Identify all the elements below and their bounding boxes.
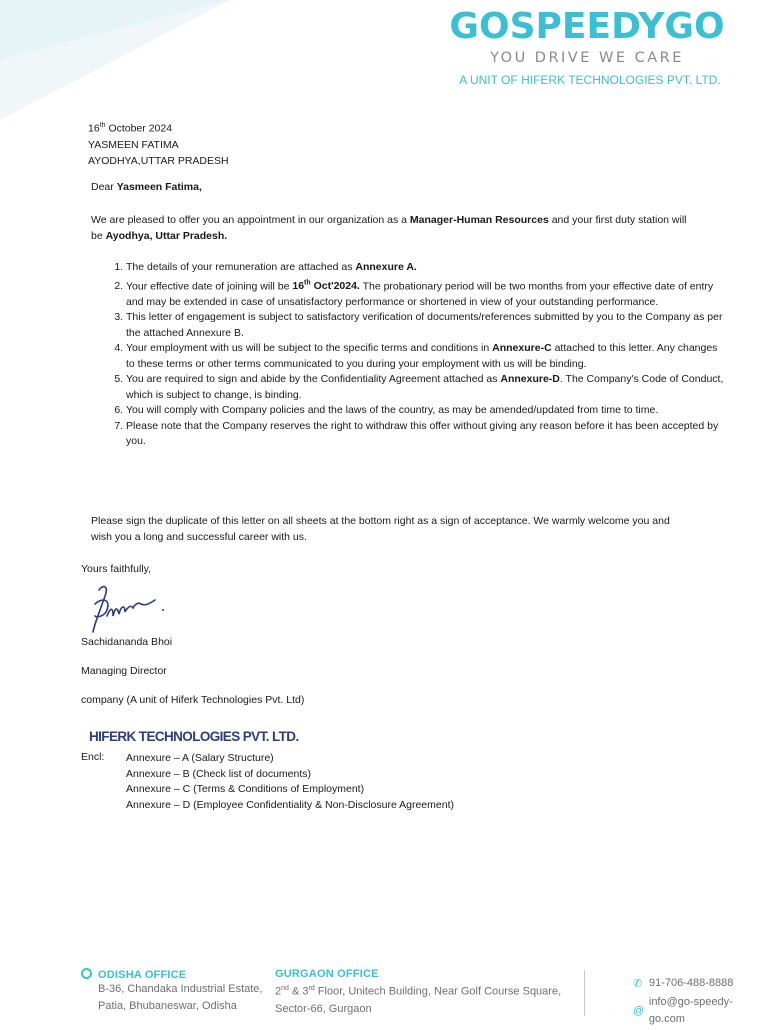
company-logo: [442, 8, 732, 87]
signer-company: company (A unit of Hiferk Technologies Pvt. Ltd): [81, 694, 305, 706]
email-address[interactable]: info@go-speedy-go.com: [648, 996, 733, 1025]
phone-icon: ✆: [633, 978, 643, 990]
signoff-yours: Yours faithfully,: [81, 563, 152, 575]
list-item: Annexure – A (Salary Structure): [126, 752, 274, 764]
list-item: Annexure – D (Employee Confidentiality & Non-Disclosure Agreement): [126, 798, 454, 811]
list-item: Annexure – B (Check list of documents): [126, 767, 312, 780]
contact-info: [633, 975, 768, 1030]
recipient-name: YASMEEN FATIMA: [88, 138, 179, 151]
gurgaon-office-heading: GURGAON OFFICE: [275, 968, 379, 980]
logo-tagline: YOU DRIVE WE CARE: [490, 50, 684, 66]
footer-divider: [584, 970, 585, 1016]
company-stamp: HIFERK TECHNOLOGIES PVT. LTD.: [89, 729, 299, 744]
enclosure-list: [126, 751, 454, 813]
list-item: 6. You will comply with Company policies and the laws of the country, as may be amended/updated from time to time.: [126, 403, 726, 419]
closing-paragraph: Please sign the duplicate of this letter on all sheets at the bottom right as a sign of acceptance. We warmly welcome you and wish you a long and successful career with us.: [91, 515, 670, 543]
signature-image: [85, 582, 175, 638]
signer-name: Sachidananda Bhoi: [81, 636, 173, 648]
email-icon: @: [633, 1005, 645, 1017]
corner-decoration: [0, 0, 230, 120]
terms-list: [91, 260, 726, 450]
odisha-address-line2: Patia, Bhubaneswar, Odisha: [98, 1000, 237, 1012]
odisha-office: [81, 968, 262, 1015]
logo-wordmark: GOSPEEDYGO: [449, 6, 725, 47]
odisha-office-heading: ODISHA OFFICE: [98, 969, 187, 981]
recipient-address: [88, 118, 229, 169]
location-icon: [81, 968, 92, 979]
page-footer: [0, 964, 768, 1024]
gurgaon-address-line1: 2nd & 3rd Floor, Unitech Building, Near Golf Course Square,: [275, 985, 562, 998]
enclosure-label: Encl:: [81, 751, 105, 763]
list-item: 4. Your employment with us will be subject to the specific terms and conditions in Annexure-C attached to this letter. Any changes to these terms or other terms communicated to you during your employment with us will be binding.: [126, 341, 726, 372]
salutation: Dear Yasmeen Fatima,: [91, 181, 202, 193]
logo-unit-line: A UNIT OF HIFERK TECHNOLOGIES PVT. LTD.: [459, 73, 721, 87]
gurgaon-office: [275, 968, 561, 1018]
letter-date: 16th October 2024: [88, 122, 173, 135]
list-item: 3. This letter of engagement is subject to satisfactory verification of documents/references submitted by you to the Company as per the attached Annexure B.: [126, 310, 726, 341]
list-item: 5. You are required to sign and abide by the Confidentiality Agreement attached as Annexure-D. The Company's Code of Conduct, which is subject to change, is binding.: [126, 372, 726, 403]
phone-number[interactable]: 91-706-488-8888: [649, 977, 734, 989]
intro-paragraph: We are pleased to offer you an appointment in our organization as a Manager-Human Resources and your first duty station will be Ayodhya, Uttar Pradesh.: [91, 214, 687, 242]
odisha-address-line1: B-36, Chandaka Industrial Estate,: [98, 983, 263, 995]
recipient-location: AYODHYA,UTTAR PRADESH: [88, 154, 229, 167]
list-item: Annexure – C (Terms & Conditions of Employment): [126, 783, 365, 795]
gurgaon-address-line2: Sector-66, Gurgaon: [275, 1002, 372, 1015]
list-item: 7. Please note that the Company reserves the right to withdraw this offer without giving any reason before it has been accepted by you.: [126, 419, 726, 450]
signer-title: Managing Director: [81, 665, 167, 677]
list-item: 2. Your effective date of joining will be 16th Oct'2024. The probationary period will be two months from your effective date of entry and may be extended in case of unsatisfactory performance or shortened in view of your outstanding performance.: [126, 276, 726, 311]
list-item: 1. The details of your remuneration are attached as Annexure A.: [126, 260, 726, 276]
